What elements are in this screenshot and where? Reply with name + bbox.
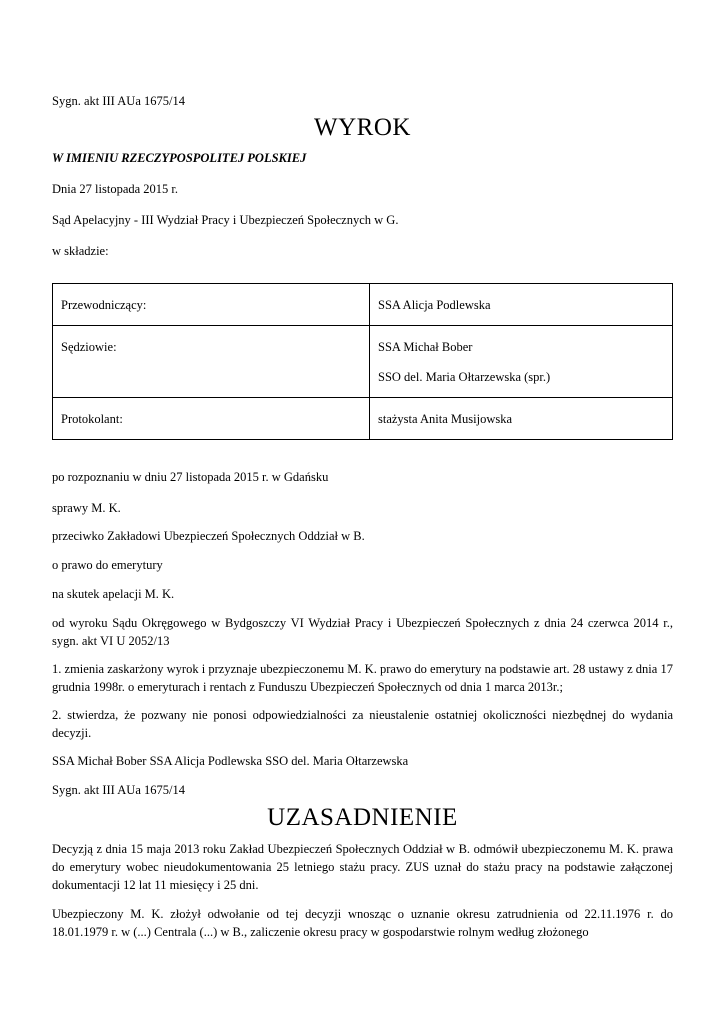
table-row (53, 284, 673, 326)
justification-paragraph: Ubezpieczony M. K. złożył odwołanie od tej decyzji wnosząc o uznanie okresu zatrudnienia od 22.11.1976 r. do 18.01.1979 r. w (...) Centrala (...) w B., zaliczenie okresu pracy w gospodarstwie rolnym według złożonego (52, 907, 673, 939)
panel-members-cell (370, 398, 673, 440)
table-row (53, 326, 673, 398)
justification-title: UZASADNIENIE (267, 804, 458, 831)
panel-members-cell (370, 284, 673, 326)
body-paragraph: sprawy M. K. (52, 501, 121, 515)
ruling-point-1: 1. zmienia zaskarżony wyrok i przyznaje ubezpieczonemu M. K. prawo do emerytury na podstawie art. 28 ustawy z dnia 17 grudnia 1998r. o emeryturach i rentach z Funduszu Ubezpieczeń Społecznych od dnia 1 marca 2013r.; (52, 662, 673, 694)
panel-role: Przewodniczący: (61, 298, 147, 312)
body-paragraph: od wyroku Sądu Okręgowego w Bydgoszczy VI Wydział Pracy i Ubezpieczeń Społecznych z dnia 24 czerwca 2014 r., sygn. akt VI U 2052/13 (52, 616, 673, 648)
panel-member: stażysta Anita Musijowska (378, 412, 513, 426)
panel-members-cell (370, 326, 673, 398)
court-panel-table (52, 283, 673, 440)
court-name: Sąd Apelacyjny - III Wydział Pracy i Ubezpieczeń Społecznych w G. (52, 213, 399, 227)
composition-label: w składzie: (52, 244, 109, 258)
panel-role: Protokolant: (61, 412, 123, 426)
signatures: SSA Michał Bober SSA Alicja Podlewska SSO del. Maria Ołtarzewska (52, 754, 409, 768)
judgment-title: WYROK (314, 114, 411, 141)
body-paragraph: o prawo do emerytury (52, 558, 163, 572)
judgment-subtitle: W IMIENIU RZECZYPOSPOLITEJ POLSKIEJ (52, 151, 307, 165)
body-paragraph: na skutek apelacji M. K. (52, 587, 175, 601)
table-row (53, 398, 673, 440)
body-paragraph: po rozpoznaniu w dniu 27 listopada 2015 r. w Gdańsku (52, 470, 329, 484)
justification-paragraph: Decyzją z dnia 15 maja 2013 roku Zakład Ubezpieczeń Społecznych Oddział w B. odmówił ubezpieczonemu M. K. prawa do emerytury wobec nieudokumentowania 25 letniego stażu pracy. ZUS uznał do stażu pracy na podstawie załączonej dokumentacji 12 lat 11 miesięcy i 25 dni. (52, 842, 673, 892)
judgment-date: Dnia 27 listopada 2015 r. (52, 182, 179, 196)
ruling-point-2: 2. stwierdza, że pozwany nie ponosi odpowiedzialności za nieustalenie ostatniej okoliczności niezbędnej do wydania decyzji. (52, 708, 673, 740)
case-reference: Sygn. akt III AUa 1675/14 (52, 783, 185, 797)
body-paragraph: przeciwko Zakładowi Ubezpieczeń Społecznych Oddział w B. (52, 529, 365, 543)
case-reference: Sygn. akt III AUa 1675/14 (52, 94, 185, 108)
panel-role: Sędziowie: (61, 340, 117, 354)
panel-role-cell (53, 326, 370, 398)
panel-member: SSA Michał Bober (378, 340, 473, 354)
panel-role-cell (53, 398, 370, 440)
panel-member: SSO del. Maria Ołtarzewska (spr.) (378, 370, 551, 384)
panel-role-cell (53, 284, 370, 326)
panel-member: SSA Alicja Podlewska (378, 298, 491, 312)
